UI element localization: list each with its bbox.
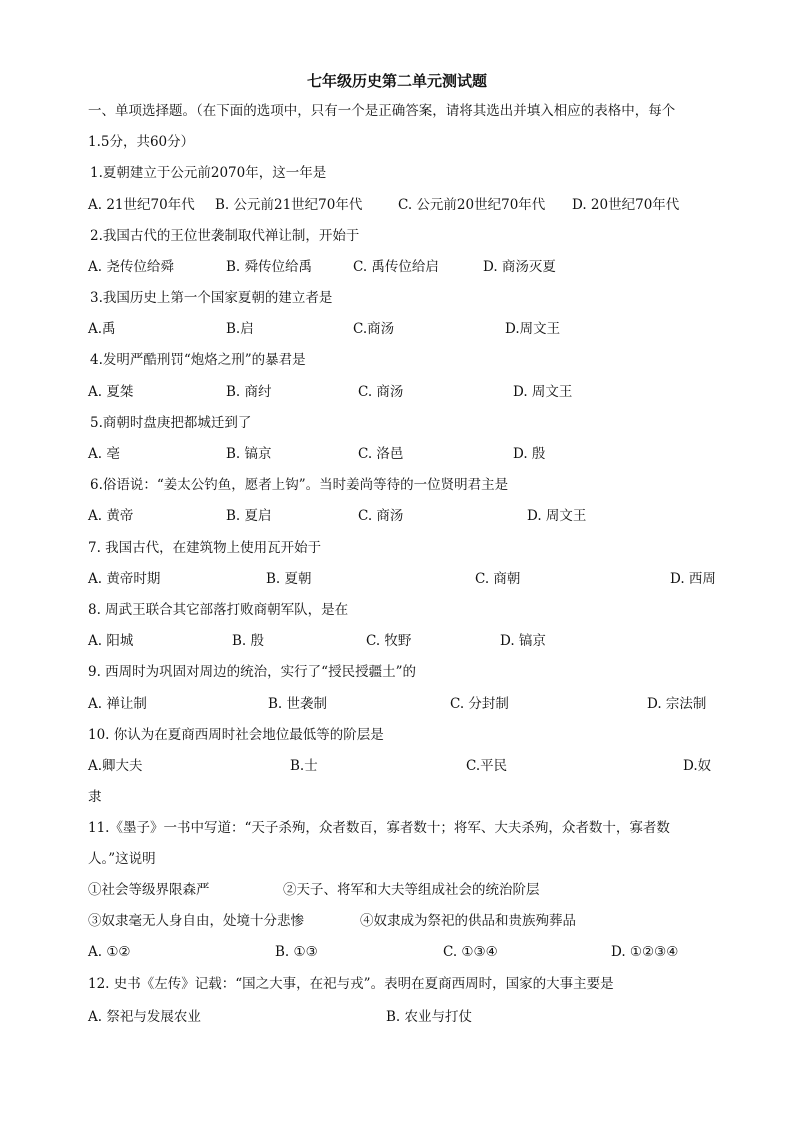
question-11-stem: 11.《墨子》一书中写道：“天子杀殉，众者数百，寡者数十；将军、大夫杀殉，众者数十，寡者数 bbox=[88, 820, 670, 836]
question-5-option-b: B. 镐京 bbox=[226, 446, 272, 462]
question-12-option-a: A. 祭祀与发展农业 bbox=[88, 1009, 201, 1025]
question-4-stem: 4.发明严酷刑罚“炮烙之刑”的暴君是 bbox=[90, 352, 306, 368]
question-3-stem: 3.我国历史上第一个国家夏朝的建立者是 bbox=[90, 290, 333, 306]
question-2-option-b: B. 舜传位给禹 bbox=[226, 259, 313, 275]
question-11-statement-2: ②天子、将军和大夫等组成社会的统治阶层 bbox=[283, 882, 540, 898]
question-2-stem: 2.我国古代的王位世袭制取代禅让制，开始于 bbox=[90, 228, 360, 244]
question-5-option-d: D. 殷 bbox=[513, 446, 546, 462]
question-3-option-d: D.周文王 bbox=[505, 321, 561, 337]
question-7-option-c: C. 商朝 bbox=[475, 571, 521, 587]
question-4-option-c: C. 商汤 bbox=[358, 384, 404, 400]
question-7-stem: 7. 我国古代，在建筑物上使用瓦开始于 bbox=[88, 540, 322, 556]
question-6-option-a: A. 黄帝 bbox=[88, 508, 134, 524]
question-3-option-b: B.启 bbox=[226, 321, 254, 337]
question-1-option-c: C. 公元前20世纪70年代 bbox=[398, 197, 546, 213]
question-7-option-d: D. 西周 bbox=[670, 571, 716, 587]
question-8-stem: 8. 周武王联合其它部落打败商朝军队，是在 bbox=[88, 602, 349, 618]
question-10-stem: 10. 你认为在夏商西周时社会地位最低等的阶层是 bbox=[88, 727, 384, 743]
question-10-option-d: D.奴 bbox=[683, 758, 712, 774]
question-5-stem: 5.商朝时盘庚把都城迁到了 bbox=[90, 415, 252, 431]
question-5-option-c: C. 洛邑 bbox=[358, 446, 404, 462]
question-8-option-d: D. 镐京 bbox=[500, 633, 546, 649]
question-11-statement-3: ③奴隶毫无人身自由，处境十分悲惨 bbox=[88, 913, 304, 929]
question-11-option-b: B. ①③ bbox=[275, 944, 318, 960]
question-8-option-b: B. 殷 bbox=[232, 633, 265, 649]
question-1-option-a: A. 21世纪70年代 bbox=[88, 197, 195, 213]
question-11-statement-4: ④奴隶成为祭祀的供品和贵族殉葬品 bbox=[360, 913, 576, 929]
instructions-line-1: 一、单项选择题。（在下面的选项中，只有一个是正确答案，请将其选出并填入相应的表格中，每个 bbox=[88, 103, 676, 119]
question-4-option-d: D. 周文王 bbox=[513, 384, 573, 400]
question-6-option-d: D. 周文王 bbox=[527, 508, 587, 524]
question-3-option-c: C.商汤 bbox=[353, 321, 395, 337]
question-8-option-a: A. 阳城 bbox=[88, 633, 134, 649]
page-title: 七年级历史第二单元测试题 bbox=[306, 72, 487, 90]
question-8-option-c: C. 牧野 bbox=[366, 633, 412, 649]
question-6-stem: 6.俗语说：“姜太公钓鱼，愿者上钩”。当时姜尚等待的一位贤明君主是 bbox=[90, 477, 509, 493]
question-10-option-b: B.士 bbox=[290, 758, 318, 774]
question-9-stem: 9. 西周时为巩固对周边的统治，实行了“授民授疆土”的 bbox=[88, 664, 416, 680]
question-3-option-a: A.禹 bbox=[88, 321, 116, 337]
instructions-line-2: 1.5分，共60分） bbox=[88, 134, 195, 150]
question-4-option-b: B. 商纣 bbox=[226, 384, 272, 400]
question-2-option-c: C. 禹传位给启 bbox=[353, 259, 439, 275]
question-5-option-a: A. 亳 bbox=[88, 446, 120, 462]
question-12-stem: 12. 史书《左传》记载：“国之大事，在祀与戎”。表明在夏商西周时，国家的大事主要是 bbox=[88, 976, 614, 992]
question-7-option-a: A. 黄帝时期 bbox=[88, 571, 161, 587]
question-1-option-b: B. 公元前21世纪70年代 bbox=[215, 197, 363, 213]
question-9-option-b: B. 世袭制 bbox=[268, 696, 328, 712]
question-6-option-c: C. 商汤 bbox=[358, 508, 404, 524]
question-10-option-a: A.卿大夫 bbox=[88, 758, 143, 774]
question-2-option-d: D. 商汤灭夏 bbox=[483, 259, 556, 275]
question-9-option-a: A. 禅让制 bbox=[88, 696, 147, 712]
question-2-option-a: A. 尧传位给舜 bbox=[88, 259, 174, 275]
question-10-option-d-wrap: 隶 bbox=[88, 789, 102, 805]
question-11-option-a: A. ①② bbox=[88, 944, 131, 960]
question-1-option-d: D. 20世纪70年代 bbox=[572, 197, 680, 213]
question-12-option-b: B. 农业与打仗 bbox=[386, 1009, 473, 1025]
question-9-option-c: C. 分封制 bbox=[450, 696, 509, 712]
question-9-option-d: D. 宗法制 bbox=[647, 696, 707, 712]
question-11-statement-1: ①社会等级界限森严 bbox=[88, 882, 210, 898]
question-4-option-a: A. 夏桀 bbox=[88, 384, 134, 400]
question-1-stem: 1.夏朝建立于公元前2070年，这一年是 bbox=[90, 165, 327, 181]
question-7-option-b: B. 夏朝 bbox=[266, 571, 312, 587]
question-11-stem-cont: 人。”这说明 bbox=[88, 851, 156, 867]
question-11-option-d: D. ①②③④ bbox=[611, 944, 679, 960]
question-11-option-c: C. ①③④ bbox=[443, 944, 498, 960]
question-6-option-b: B. 夏启 bbox=[226, 508, 272, 524]
question-10-option-c: C.平民 bbox=[466, 758, 508, 774]
